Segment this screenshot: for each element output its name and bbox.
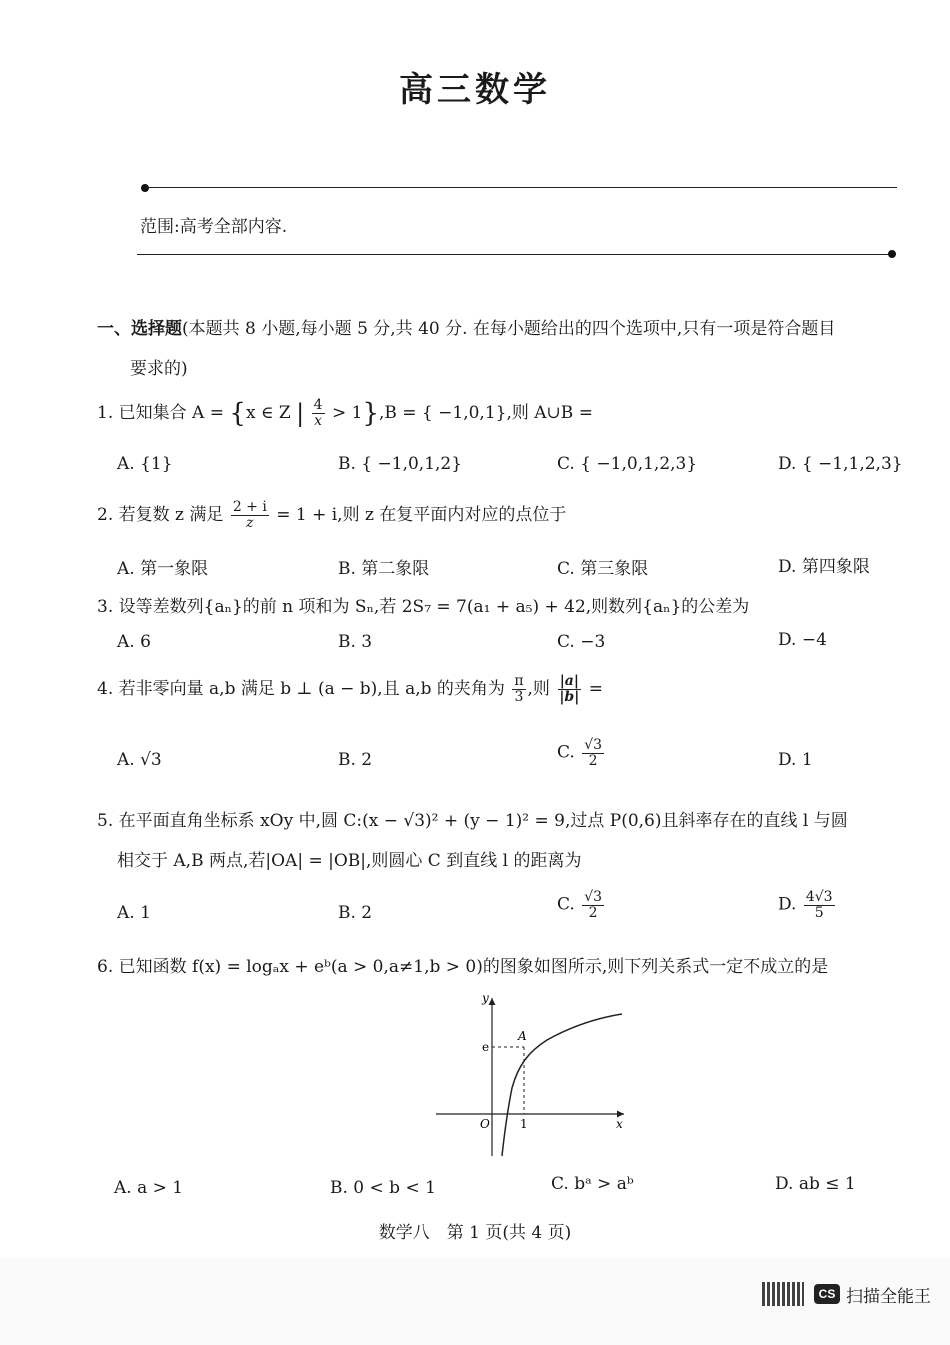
frac-num: 4 <box>313 397 323 414</box>
scanner-watermark-bar <box>0 1258 950 1345</box>
y-axis-label: y <box>482 991 489 1005</box>
qr-code-icon <box>762 1282 804 1306</box>
question-text-tail: = 1 + i,则 z 在复平面内对应的点位于 <box>276 505 567 525</box>
question-number: 2. <box>97 505 114 525</box>
option-fraction <box>582 738 604 768</box>
question-number: 3. <box>97 597 114 617</box>
q5-option-c <box>557 890 606 920</box>
question-number: 4. <box>97 679 114 699</box>
page-footer: 数学八 第 1 页(共 4 页) <box>378 1223 572 1243</box>
q2-option-b: B. 第二象限 <box>338 559 430 579</box>
x-axis-label: x <box>616 1117 623 1131</box>
frac-num: √3 <box>584 889 603 905</box>
question-number: 5. <box>97 811 114 831</box>
q3-option-a: A. 6 <box>117 632 151 652</box>
question-6 <box>97 952 828 977</box>
frac-den: |b| <box>559 689 580 705</box>
camscanner-logo: CS <box>814 1284 840 1304</box>
q3-option-c: C. −3 <box>557 632 606 652</box>
origin-label: O <box>480 1117 490 1131</box>
q6-option-a: A. a > 1 <box>114 1178 184 1198</box>
y-tick-label: e <box>482 1040 490 1054</box>
q4-option-b: B. 2 <box>338 750 373 770</box>
question-number: 6. <box>97 957 114 977</box>
question-text: 若复数 z 满足 <box>118 505 224 525</box>
q5-option-b: B. 2 <box>338 903 373 923</box>
section-instructions: (本题共 8 小题,每小题 5 分,共 40 分. 在每小题给出的四个选项中,只有一项是符合题目 <box>182 319 836 339</box>
fraction-norm <box>557 674 581 704</box>
scope-text: 范围:高考全部内容. <box>140 217 288 237</box>
question-3 <box>97 592 749 617</box>
question-2 <box>97 500 566 531</box>
question-4 <box>97 674 603 705</box>
fraction-pi-3 <box>512 674 525 704</box>
section-heading <box>97 314 835 339</box>
frac-den: z <box>246 515 254 531</box>
brace-close: } <box>362 398 379 429</box>
frac-den: 2 <box>588 752 598 769</box>
frac-num: 2 + i <box>232 499 267 516</box>
q1-option-d: D. { −1,1,2,3} <box>778 454 903 474</box>
option-fraction <box>804 890 835 920</box>
set-ineq: > 1 <box>331 403 363 423</box>
q4-option-a: A. √3 <box>117 750 162 770</box>
frac-num: √3 <box>584 737 603 753</box>
q6-option-b: B. 0 < b < 1 <box>330 1178 436 1198</box>
brace-open: { <box>229 398 246 429</box>
question-text: 若非零向量 a,b 满足 b ⊥ (a − b),且 a,b 的夹角为 <box>118 679 505 699</box>
scanner-text: 扫描全能王 <box>846 1287 931 1307</box>
page-title: 高三数学 <box>399 70 551 110</box>
q3-option-b: B. 3 <box>338 632 373 652</box>
q5-option-a: A. 1 <box>117 903 151 923</box>
rule-dot-left <box>141 184 149 192</box>
rule-dot-right <box>888 250 896 258</box>
bar: | <box>296 399 305 428</box>
x-tick-label: 1 <box>520 1117 528 1131</box>
frac-den: 2 <box>588 904 598 921</box>
question-text: 已知函数 f(x) = logₐx + eᵇ(a > 0,a≠1,b > 0)的图象如图所示,则下列关系式一定不成立的是 <box>118 957 829 977</box>
fraction <box>312 398 325 428</box>
q1-option-c: C. { −1,0,1,2,3} <box>557 454 698 474</box>
question-text: 在平面直角坐标系 xOy 中,圆 C:(x − √3)² + (y − 1)² = 9,过点 P(0,6)且斜率存在的直线 l 与圆 <box>118 811 848 831</box>
set-condition: x ∈ Z <box>245 403 291 423</box>
top-rule <box>145 187 897 188</box>
question-1 <box>97 398 593 429</box>
q4-option-d: D. 1 <box>778 750 813 770</box>
q1-option-b: B. { −1,0,1,2} <box>338 454 463 474</box>
frac-num: 4√3 <box>805 889 833 905</box>
q6-option-d: D. ab ≤ 1 <box>775 1174 856 1194</box>
frac-den: x <box>314 413 323 429</box>
point-a-label: A <box>518 1029 527 1043</box>
question-5 <box>97 806 848 831</box>
question-text: 设等差数列{aₙ}的前 n 项和为 Sₙ,若 2S₇ = 7(a₁ + a₅) + 42,则数列{aₙ}的公差为 <box>118 597 750 617</box>
question-text-tail: = <box>588 679 603 699</box>
q3-option-d: D. −4 <box>778 630 827 650</box>
question-text-tail: ,B = { −1,0,1},则 A∪B = <box>378 403 593 423</box>
question-text-mid: ,则 <box>527 679 550 699</box>
fraction <box>231 500 269 530</box>
q2-option-c: C. 第三象限 <box>557 559 649 579</box>
option-label: C. <box>557 742 575 763</box>
option-label: D. <box>778 894 797 915</box>
frac-num: |a| <box>559 673 579 690</box>
section-title: 一、选择题 <box>97 319 182 339</box>
option-fraction <box>582 890 604 920</box>
section-instructions-cont: 要求的) <box>130 359 188 379</box>
q2-option-d: D. 第四象限 <box>778 557 870 577</box>
q4-option-c <box>557 738 606 768</box>
frac-den: 5 <box>814 904 824 921</box>
question-number: 1. <box>97 403 114 423</box>
question-5-cont: 相交于 A,B 两点,若|OA| = |OB|,则圆心 C 到直线 l 的距离为 <box>117 851 582 871</box>
q6-option-c: C. bᵃ > aᵇ <box>551 1174 634 1194</box>
q1-option-a: A. {1} <box>117 454 173 474</box>
q2-option-a: A. 第一象限 <box>117 559 209 579</box>
bottom-rule <box>137 254 891 255</box>
option-label: C. <box>557 894 575 915</box>
q5-option-d <box>778 890 837 920</box>
frac-den: 3 <box>514 689 524 705</box>
frac-num: π <box>514 673 524 690</box>
question-text: 已知集合 A = <box>118 403 224 423</box>
function-graph <box>432 988 642 1158</box>
